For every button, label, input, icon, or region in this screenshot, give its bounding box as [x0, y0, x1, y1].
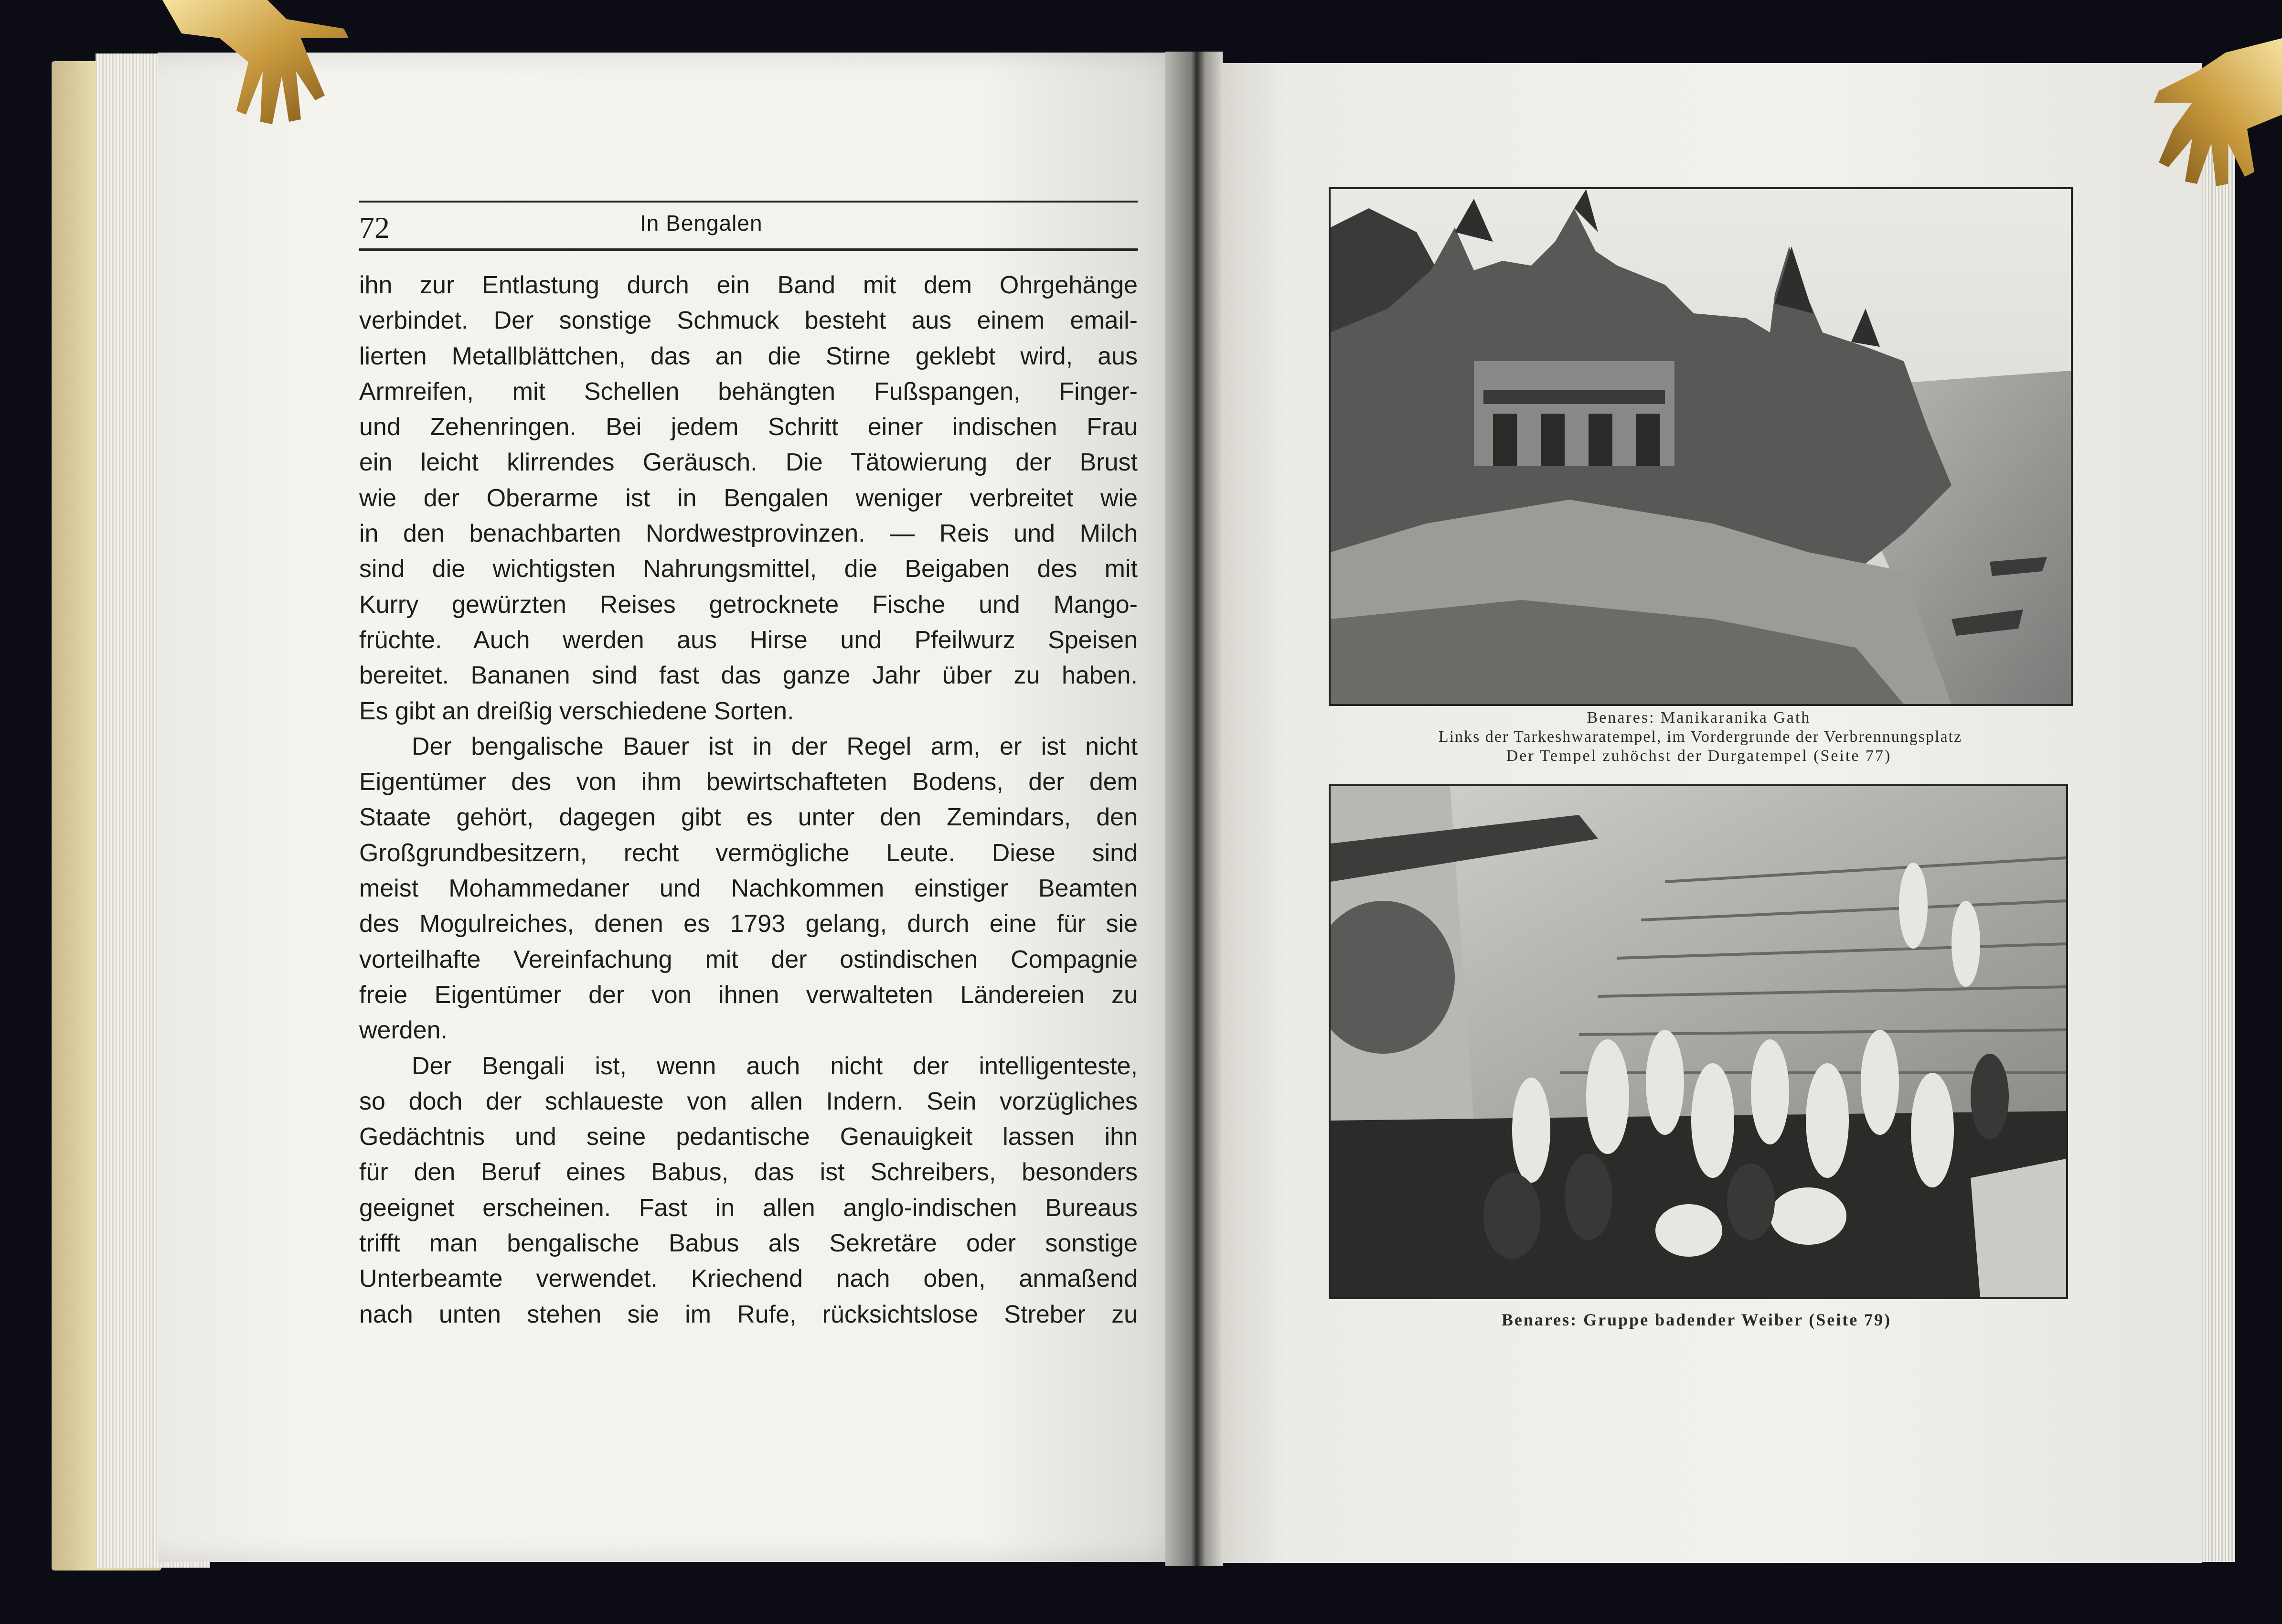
book-gutter	[1165, 52, 1223, 1566]
photo2-caption: Benares: Gruppe badender Weiber (Seite 79)	[1501, 1310, 1892, 1329]
text-line: in den benachbarten Nordwestprovinzen. — Reis und Milch	[359, 520, 1138, 548]
text-line: vorteilhafte Vereinfachung mit der ostindischen Compagnie	[359, 945, 1138, 973]
running-head: In Bengalen	[640, 211, 763, 235]
text-line: nach unten stehen sie im Rufe, rücksichtslose Streber zu	[359, 1300, 1138, 1328]
header-rule-bottom	[359, 248, 1138, 251]
text-line: früchte. Auch werden aus Hirse und Pfeilwurz Speisen	[359, 626, 1138, 654]
header-rule-top	[359, 201, 1138, 203]
text-line: sind die wichtigsten Nahrungsmittel, die Beigaben des mit	[359, 555, 1138, 583]
text-line: Unterbeamte verwendet. Kriechend nach oben, anmaßend	[359, 1265, 1138, 1293]
text-line: Armreifen, mit Schellen behängten Fußspangen, Finger-	[359, 377, 1138, 406]
text-line: des Mogulreiches, denen es 1793 gelang, durch eine für sie	[359, 910, 1138, 938]
text-line: trifft man bengalische Babus als Sekretäre oder sonstige	[359, 1229, 1138, 1258]
text-line: werden.	[359, 1016, 448, 1045]
text-line: lierten Metallblättchen, das an die Stirne geklebt wird, aus	[359, 342, 1138, 370]
text-line: Gedächtnis und seine pedantische Genauigkeit lassen ihn	[359, 1123, 1138, 1151]
photo-bathing-women	[1329, 784, 2068, 1299]
brass-hand-holder-left	[143, 0, 353, 153]
text-line: ein leicht klirrendes Geräusch. Die Tätowierung der Brust	[359, 449, 1138, 477]
text-line: Staate gehört, dagegen gibt es unter den Zemindars, den	[359, 803, 1138, 832]
text-line: Der bengalische Bauer ist in der Regel arm, er ist nicht	[412, 732, 1138, 760]
photo1-caption-line2: Links der Tarkeshwaratempel, im Vordergrunde der Verbrennungsplatz	[1438, 728, 1962, 746]
text-line: bereitet. Bananen sind fast das ganze Jahr über zu haben.	[359, 662, 1138, 690]
text-line: für den Beruf eines Babus, das ist Schreibers, besonders	[359, 1158, 1138, 1186]
text-line: freie Eigentümer der von ihnen verwalteten Ländereien zu	[359, 981, 1138, 1009]
photo-manikaranika-ghat	[1329, 187, 2073, 706]
text-line: geeignet erscheinen. Fast in allen anglo-indischen Bureaus	[359, 1194, 1138, 1222]
text-line: und Zehenringen. Bei jedem Schritt einer indischen Frau	[359, 413, 1138, 441]
text-line: wie der Oberarme ist in Bengalen weniger verbreitet wie	[359, 484, 1138, 512]
photo1-caption-line3: Der Tempel zuhöchst der Durgatempel (Seite 77)	[1506, 747, 1892, 765]
text-line: Es gibt an dreißig verschiedene Sorten.	[359, 697, 794, 725]
text-line: Großgrundbesitzern, recht vermögliche Leute. Diese sind	[359, 839, 1138, 867]
brass-hand-holder-right	[2149, 19, 2282, 248]
body-text	[359, 267, 1138, 1332]
text-line: verbindet. Der sonstige Schmuck besteht aus einem email-	[359, 307, 1138, 335]
text-line: ihn zur Entlastung durch ein Band mit dem Ohrgehänge	[359, 271, 1138, 299]
text-line: so doch der schlaueste von allen Indern. Sein vorzügliches	[359, 1087, 1138, 1115]
text-line: Der Bengali ist, wenn auch nicht der intelligenteste,	[412, 1052, 1138, 1080]
text-line: Kurry gewürzten Reises getrocknete Fische und Mango-	[359, 590, 1138, 619]
page-number: 72	[359, 211, 390, 245]
text-line: meist Mohammedaner und Nachkommen einstiger Beamten	[359, 875, 1138, 903]
photo1-caption-title: Benares: Manikaranika Gath	[1587, 709, 1811, 727]
text-line: Eigentümer des von ihm bewirtschafteten Bodens, der dem	[359, 768, 1138, 796]
